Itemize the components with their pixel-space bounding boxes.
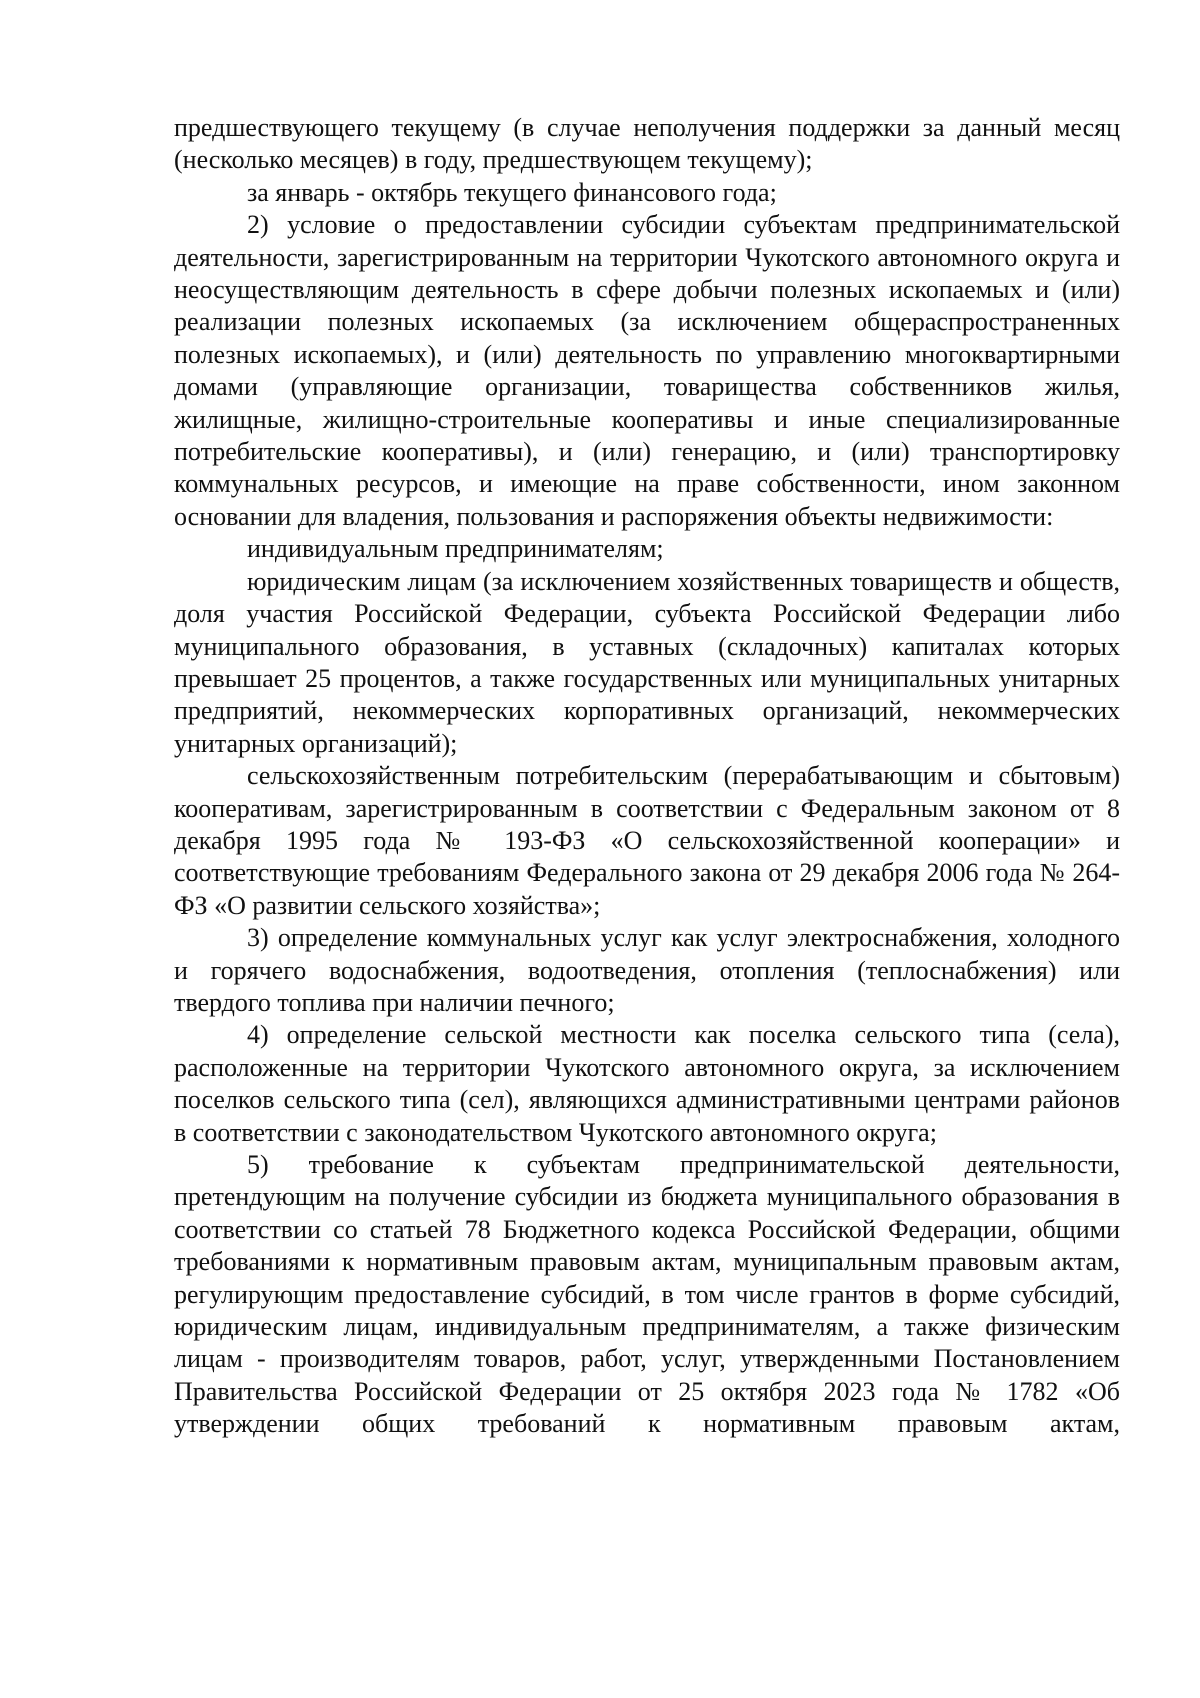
paragraph-item-3: 3) определение коммунальных услуг как услуг электроснабжения, холодного и горячего водоснабжения, водоотведения, отопления (теплоснабжения) или твердого топлива при наличии печного;	[174, 923, 1120, 1017]
paragraph-legal-entities: юридическим лицам (за исключением хозяйственных товариществ и обществ, доля участия Российской Федерации, субъекта Российской Федерации либо муниципального образования, в уставных (складочных) капиталах которых превышает 25 процентов, а также государственных или муниципальных унитарных предприятий, некоммерческих корпоративных организаций, некоммерческих унитарных организаций);	[174, 566, 1120, 758]
document-page	[174, 112, 1120, 1441]
paragraph-item-5: 5) требование к субъектам предпринимательской деятельности, претендующим на получение субсидии из бюджета муниципального образования в соответствии со статьей 78 Бюджетного кодекса Российской Федерации, общими требованиями к нормативным правовым актам, муниципальным правовым актам, регулирующим предоставление субсидий, в том числе грантов в форме субсидий, юридическим лицам, индивидуальным предпринимателям, а также физическим лицам - производителям товаров, работ, услуг, утвержденными Постановлением Правительства Российской Федерации от 25 октября 2023 года № 1782 «Об утверждении общих требований к нормативным правовым актам,	[174, 1150, 1120, 1439]
paragraph-individual-entrepreneurs: индивидуальным предпринимателям;	[247, 534, 664, 564]
paragraph-cooperatives: сельскохозяйственным потребительским (перерабатывающим и сбытовым) кооперативам, зарегистрированным в соответствии с Федеральным законом от 8 декабря 1995 года № 193-ФЗ «О сельскохозяйственной кооперации» и соответствующие требованиям Федерального закона от 29 декабря 2006 года № 264-ФЗ «О развитии сельского хозяйства»;	[174, 761, 1120, 920]
paragraph-item-2: 2) условие о предоставлении субсидии субъектам предпринимательской деятельности, зарегистрированным на территории Чукотского автономного округа и неосуществляющим деятельность в сфере добычи полезных ископаемых и (или) реализации полезных ископаемых (за исключением общераспространенных полезных ископаемых), и (или) деятельность по управлению многоквартирными домами (управляющие организации, товарищества собственников жилья, жилищные, жилищно-строительные кооперативы и иные специализированные потребительские кооперативы), и (или) генерацию, и (или) транспортировку коммунальных ресурсов, и имеющие на праве собственности, ином законном основании для владения, пользования и распоряжения объекты недвижимости:	[174, 210, 1120, 531]
paragraph-item-4: 4) определение сельской местности как поселка сельского типа (села), расположенные на территории Чукотского автономного округа, за исключением поселков сельского типа (сел), являющихся административными центрами районов в соответствии с законодательством Чукотского автономного округа;	[174, 1020, 1120, 1147]
paragraph-continuation: предшествующего текущему (в случае неполучения поддержки за данный месяц (несколько месяцев) в году, предшествующем текущему);	[174, 113, 1120, 175]
paragraph-period: за январь - октябрь текущего финансового года;	[247, 177, 777, 207]
